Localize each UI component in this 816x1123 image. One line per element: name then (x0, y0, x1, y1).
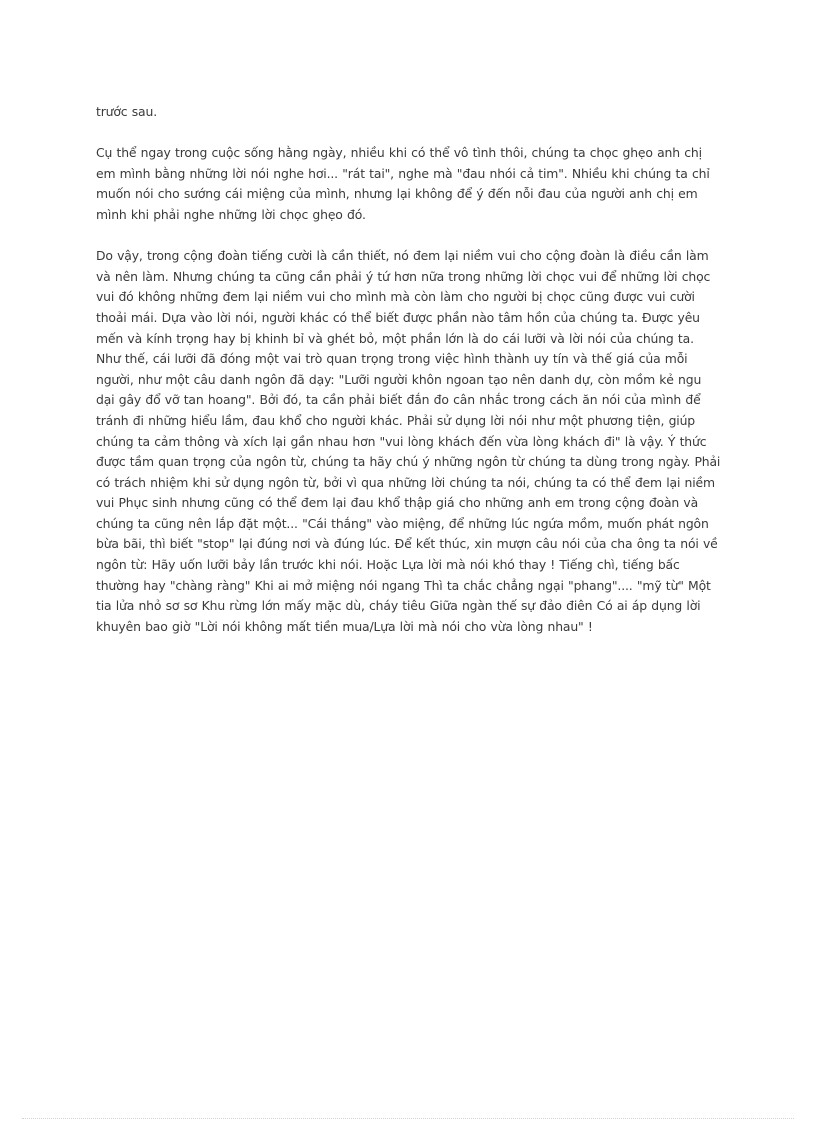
paragraph-3: Do vậy, trong cộng đoàn tiếng cười là cần thiết, nó đem lại niềm vui cho cộng đoàn là điều cần làm và nên làm. Nhưng chúng ta cũng cần phải ý tứ hơn nữa trong những lời chọc vui để những lời chọc vui đó không những đem lại niềm vui cho mình mà còn làm cho người bị chọc cũng được vui cười thoải mái. Dựa vào lời nói, người khác có thể biết được phần nào tâm hồn của chúng ta. Được yêu mến và kính trọng hay bị khinh bỉ và ghét bỏ, một phần lớn là do cái lưỡi và lời nói của chúng ta. Như thế, cái lưỡi đã đóng một vai trò quan trọng trong việc hình thành uy tín và thế giá của mỗi người, như một câu danh ngôn đã dạy: "Lưỡi người khôn ngoan tạo nên danh dự, còn mồm kẻ ngu dại gây đổ vỡ tan hoang". Bởi đó, ta cần phải biết đắn đo cân nhắc trong cách ăn nói của mình để tránh đi những hiểu lầm, đau khổ cho người khác. Phải sử dụng lời nói như một phương tiện, giúp chúng ta cảm thông và xích lại gần nhau hơn "vui lòng khách đến vừa lòng khách đi" là vậy. Ý thức được tầm quan trọng của ngôn từ, chúng ta hãy chú ý những ngôn từ chúng ta dùng trong ngày. Phải có trách nhiệm khi sử dụng ngôn từ, bởi vì qua những lời chúng ta nói, chúng ta có thể đem lại niềm vui Phục sinh nhưng cũng có thể đem lại đau khổ thập giá cho những anh em trong cộng đoàn và chúng ta cũng nên lắp đặt một... "Cái thắng" vào miệng, để những lúc ngứa mồm, muốn phát ngôn bừa bãi, thì biết "stop" lại đúng nơi và đúng lúc. Để kết thúc, xin mượn câu nói của cha ông ta nói về ngôn từ: Hãy uốn lưỡi bảy lần trước khi nói. Hoặc Lựa lời mà nói khó thay ! Tiếng chì, tiếng bấc thường hay "chàng ràng" Khi ai mở miệng nói ngang Thì ta chắc chẳng ngại "phang".... "mỹ từ" Một tia lửa nhỏ sơ sơ Khu rừng lớn mấy mặc dù, cháy tiêu Giữa ngàn thế sự đảo điên Có ai áp dụng lời khuyên bao giờ "Lời nói không mất tiền mua/Lựa lời mà nói cho vừa lòng nhau" ! (96, 248, 721, 634)
page-bottom-divider (22, 1118, 794, 1119)
paragraph-1: trước sau. (96, 104, 157, 119)
paragraph-2: Cụ thể ngay trong cuộc sống hằng ngày, nhiều khi có thể vô tình thôi, chúng ta chọc ghẹo anh chị em mình bằng những lời nói nghe hơi... "rát tai", nghe mà "đau nhói cả tim". Nhiều khi chúng ta chỉ muốn nói cho sướng cái miệng của mình, nhưng lại không để ý đến nỗi đau của người anh chị em mình khi phải nghe những lời chọc ghẹo đó. (96, 145, 710, 222)
document-body (96, 102, 722, 658)
